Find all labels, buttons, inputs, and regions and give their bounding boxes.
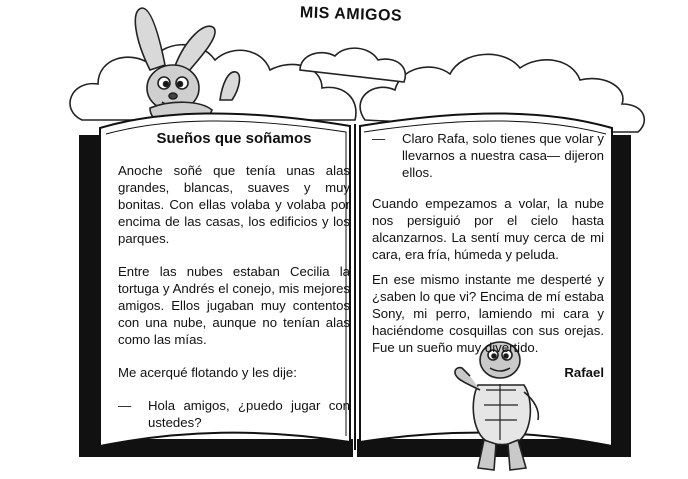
story-paragraph: Me acerqué flotando y les dije:	[118, 365, 297, 380]
right-page	[372, 130, 604, 381]
left-page	[118, 130, 350, 445]
story-paragraph: En ese mismo instante me desperté y ¿saben lo que vi? Encima de mí estaba Sony, mi perro, lamiendo mi cara y haciéndome cosquillas con sus orejas. Fue un sueño muy divertido.	[372, 272, 604, 355]
dialogue-text: Hola amigos, ¿puedo jugar con ustedes?	[148, 398, 350, 430]
page-title: MIS AMIGOS	[299, 4, 403, 25]
dialogue-dash: —	[372, 131, 386, 146]
story-title: Sueños que soñamos	[156, 130, 312, 147]
story-author: Rafael	[564, 365, 604, 380]
story-paragraph: Anoche soñé que tenía unas alas grandes, blancas, suaves y muy bonitas. Con ellas volaba y volaba por encima de las casas, los edificios y los parques.	[118, 163, 350, 246]
story-paragraph: Entre las nubes estaban Cecilia la tortuga y Andrés el conejo, mis mejores amigos. Ellos jugaban muy contentos con una nube, aunque no tenían alas como las mías.	[118, 264, 350, 347]
dialogue-line	[118, 397, 350, 431]
dialogue-dash: —	[118, 398, 132, 413]
dialogue-text: Claro Rafa, solo tienes que volar y llevarnos a nuestra casa— dijeron ellos.	[402, 131, 604, 180]
story-paragraph: Cuando empezamos a volar, la nube nos persiguió por el cielo hasta alcanzarnos. La sentí muy cerca de mi cara, era fría, húmeda y peluda.	[372, 196, 604, 262]
dialogue-line	[372, 130, 604, 181]
